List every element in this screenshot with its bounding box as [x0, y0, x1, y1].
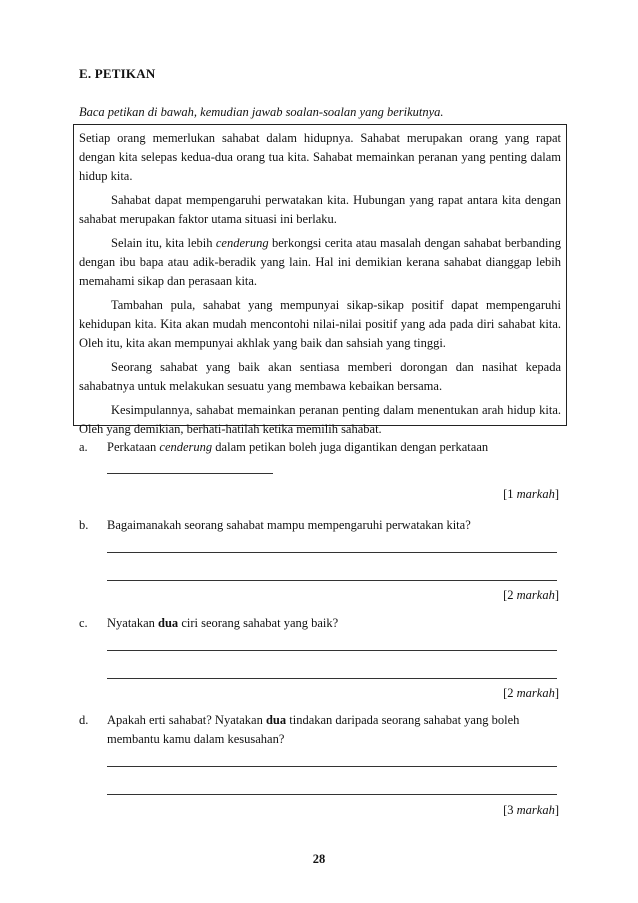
question-b	[79, 516, 563, 606]
marks-number: 2	[507, 588, 514, 602]
passage-box	[73, 124, 567, 436]
section-title: E. PETIKAN	[79, 66, 156, 81]
question-text	[107, 438, 559, 457]
passage-paragraph-6: Kesimpulannya, sahabat memainkan peranan penting dalam menentukan arah hidup kita. Oleh yang demikian, berhati-hatilah ketika memilih sahabat.	[79, 403, 561, 436]
question-text-part: Apakah erti sahabat? Nyatakan	[107, 713, 266, 727]
marks-number: 1	[507, 487, 514, 501]
marks-word: markah	[516, 803, 555, 817]
answer-line[interactable]	[107, 650, 557, 651]
question-letter: c.	[79, 616, 88, 630]
answer-line[interactable]	[107, 678, 557, 679]
passage-text: Selain itu, kita lebih	[111, 236, 216, 250]
instruction-text: Baca petikan di bawah, kemudian jawab soalan-soalan yang berikutnya.	[79, 105, 444, 119]
answer-line[interactable]	[107, 766, 557, 767]
question-text-part: Perkataan	[107, 440, 160, 454]
question-bold-word: dua	[265, 713, 287, 727]
question-letter: d.	[79, 713, 89, 727]
question-letter: a.	[79, 440, 88, 454]
marks-word: markah	[516, 686, 555, 700]
passage-emphasis-word: cenderung	[215, 236, 269, 250]
question-text	[107, 711, 559, 749]
question-d	[79, 711, 563, 823]
question-text-part: tindakan daripada seorang sahabat yang boleh membantu kamu dalam kesusahan?	[107, 713, 520, 746]
question-a	[79, 438, 563, 508]
question-text-part: dalam petikan boleh juga digantikan dengan perkataan	[212, 440, 489, 454]
passage-paragraph-1: Setiap orang memerlukan sahabat dalam hidupnya. Sahabat merupakan orang yang rapat dengan kita selepas kedua-dua orang tua kita. Sahabat memainkan peranan yang penting dalam hidup kita.	[79, 131, 561, 183]
question-text: Bagaimanakah seorang sahabat mampu mempengaruhi perwatakan kita?	[107, 518, 471, 532]
answer-line[interactable]	[107, 552, 557, 553]
marks-label: [3 markah]	[503, 803, 559, 817]
question-text	[107, 614, 559, 633]
question-letter: b.	[79, 518, 89, 532]
marks-label: [2 markah]	[503, 686, 559, 700]
question-text-part: ciri seorang sahabat yang baik?	[178, 616, 339, 630]
passage-paragraph-4: Tambahan pula, sahabat yang mempunyai sikap-sikap positif dapat mempengaruhi kehidupan kita. Kita akan mudah mencontohi nilai-nilai positif yang ada pada diri sahabat kita. Oleh itu, kita akan mempunyai akhlak yang baik dan sahsiah yang tinggi.	[79, 298, 561, 350]
passage-text: berkongsi cerita atau masalah dengan sahabat berbanding dengan ibu bapa atau adik-beradik yang lain. Hal ini demikian kerana sahabat dianggap lebih memahami sikap dan perasaan kita.	[79, 236, 561, 288]
marks-number: 2	[507, 686, 514, 700]
answer-line[interactable]	[107, 580, 557, 581]
passage-paragraph-2: Sahabat dapat mempengaruhi perwatakan kita. Hubungan yang rapat antara kita dengan sahabat merupakan faktor utama situasi ini berlaku.	[79, 193, 561, 226]
question-text-part: Nyatakan	[107, 616, 159, 630]
marks-number: 3	[507, 803, 514, 817]
answer-line[interactable]	[107, 794, 557, 795]
marks-word: markah	[516, 487, 555, 501]
answer-line[interactable]	[107, 473, 273, 474]
question-bold-word: dua	[158, 616, 179, 630]
marks-label: [1 markah]	[503, 487, 559, 501]
passage-paragraph-5: Seorang sahabat yang baik akan sentiasa memberi dorongan dan nasihat kepada sahabatnya untuk melakukan sesuatu yang membawa kebaikan bersama.	[79, 360, 561, 393]
marks-label: [2 markah]	[503, 588, 559, 602]
passage-paragraph-3	[79, 234, 561, 291]
page-number: 28	[312, 852, 326, 866]
marks-word: markah	[516, 588, 555, 602]
question-c	[79, 614, 563, 704]
question-emphasis-word: cenderung	[159, 440, 213, 454]
